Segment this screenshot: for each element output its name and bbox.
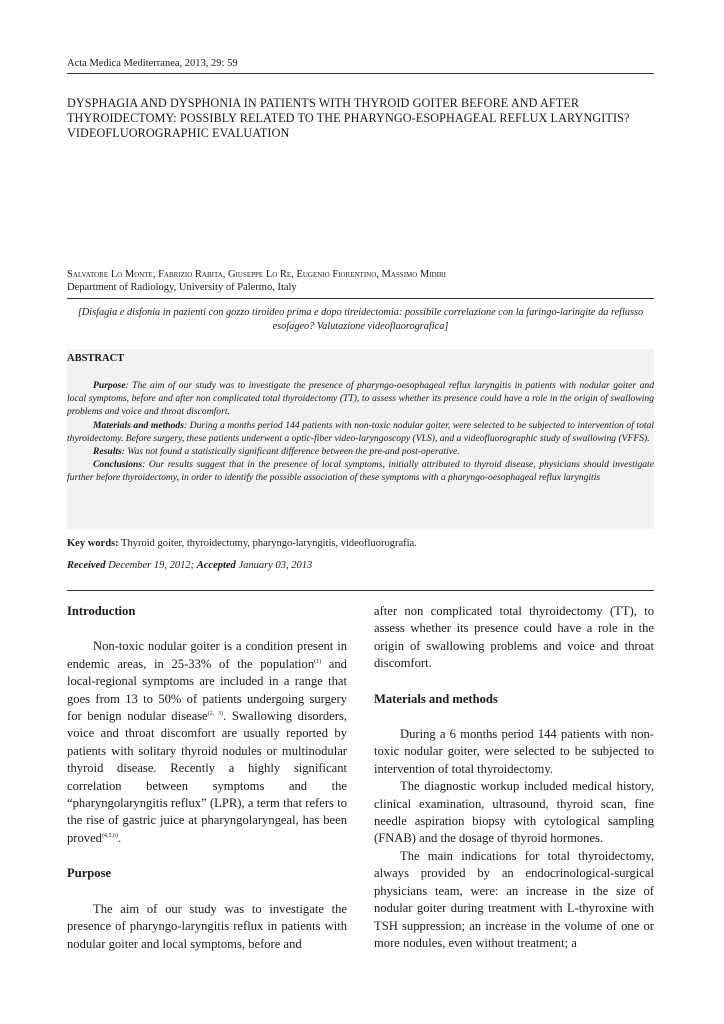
intro-paragraph: Non-toxic nodular goiter is a condition present in endemic areas, in 25-33% of the population$^{(1)}$ and local-regional symptoms are included in a range that goes from 13 to 50% of patients undergoing surgery for benign nodular disease$^{(2, 3)}$. Swallowing disorders, voice and throat discomfort are usually reported by patients with solitary thyroid nodules or multinodular thyroid disease. Recently a highly significant correlation between symptoms and the “pharyngolaryngitis reflux” (LPR), a term that refers to the rise of gastric juice at pharyngolaryngeal, has been proved$^{(4,5,6)}$.	[67, 639, 347, 845]
keywords: Key words: Thyroid goiter, thyroidectomy, pharyngo-laryngitis, videofluorografia.	[67, 538, 417, 549]
italian-title: [Disfagia e disfonia in pazienti con gozzo tiroideo prima e dopo tireidectomia: possibile correlazione con la faringo-laringite da reflusso esofageo? Valutazione videofluorografica]	[77, 307, 644, 332]
abstract-body	[67, 379, 654, 485]
journal-header: Acta Medica Mediterranea, 2013, 29: 59	[67, 58, 238, 69]
abstract-methods: Materials and methods: During a months period 144 patients with non-toxic nodular goiter, were selected to be subjected to intervention of total thyroidectomy. Before surgery, these patients underwent a optic-fiber video-laryngoscopy (VLS), and a videofluorographic study of swallowing (VFFS).	[67, 419, 655, 444]
intro-heading: Introduction	[67, 604, 136, 618]
abstract-results: Results: Was not found a statistically significant difference between the pre-and post-operative.	[93, 446, 460, 458]
left-column	[67, 603, 347, 953]
methods-paragraph-2: The diagnostic workup included medical history, clinical examination, ultrasound, thyroid scan, fine needle aspiration biopsy with cytological sampling (FNAB) and the dosage of thyroid hormones.	[374, 779, 654, 846]
purpose-paragraph: The aim of our study was to investigate the presence of pharyngo-laryngitis reflux in patients with nodular goiter and local symptoms, before and	[67, 901, 347, 951]
abstract-conclusions: Conclusions: Our results suggest that in the presence of local symptoms, initially attributed to thyroid disease, physicians should investigate further before thyroidectomy, in order to identify the possible association of these symptoms with a pharyngo-oesophageal reflux laryngitis	[67, 459, 654, 484]
methods-heading: Materials and methods	[374, 691, 498, 706]
purpose-paragraph-continued: after non complicated total thyroidectomy (TT), to assess whether its presence could have a role in the origin of swallowing problems and voice and throat discomfort.	[374, 604, 654, 671]
authors: Salvatore Lo Monte, Fabrizio Rabita, Giuseppe Lo Re, Eugenio Fiorentino, Massimo Midiri	[67, 269, 446, 280]
affiliation: Department of Radiology, University of Palermo, Italy	[67, 282, 297, 293]
methods-paragraph-3: The main indications for total thyroidectomy, always provided by an endocrinological-surgical physicians team, were: an increase in the size of nodular goiter during treatment with L-thyroxine with TSH suppression; an increase in the volume of one or more nodules, even without treatment; a	[374, 848, 654, 950]
received-dates: Received December 19, 2012; Accepted January 03, 2013	[67, 560, 313, 571]
methods-paragraph-1: During a 6 months period 144 patients with non-toxic nodular goiter, were selected to be subjected to intervention of total thyroidectomy.	[374, 727, 654, 776]
abstract-heading: ABSTRACT	[67, 353, 125, 364]
right-column	[374, 603, 654, 952]
purpose-heading: Purpose	[67, 866, 112, 881]
authors-rule	[67, 298, 654, 299]
body-rule	[67, 590, 654, 591]
header-rule	[67, 73, 654, 74]
article-title: DYSPHAGIA AND DYSPHONIA IN PATIENTS WITH THYROID GOITER BEFORE AND AFTER THYROIDECTOMY: POSSIBLY RELATED TO THE PHARYNGO-ESOPHAGEAL REFLUX LARYNGITIS? VIDEOFLUOROGRAPHIC EVALUATION	[67, 96, 630, 140]
abstract-purpose: Purpose: The aim of our study was to investigate the presence of pharyngo-oesophageal reflux laryngitis in patients with nodular goiter and local symptoms, before and after non complicated total thyroidectomy (TT), to assess whether its presence could have a role in the origin of swallowing problems and voice and throat discomfort.	[67, 380, 654, 418]
